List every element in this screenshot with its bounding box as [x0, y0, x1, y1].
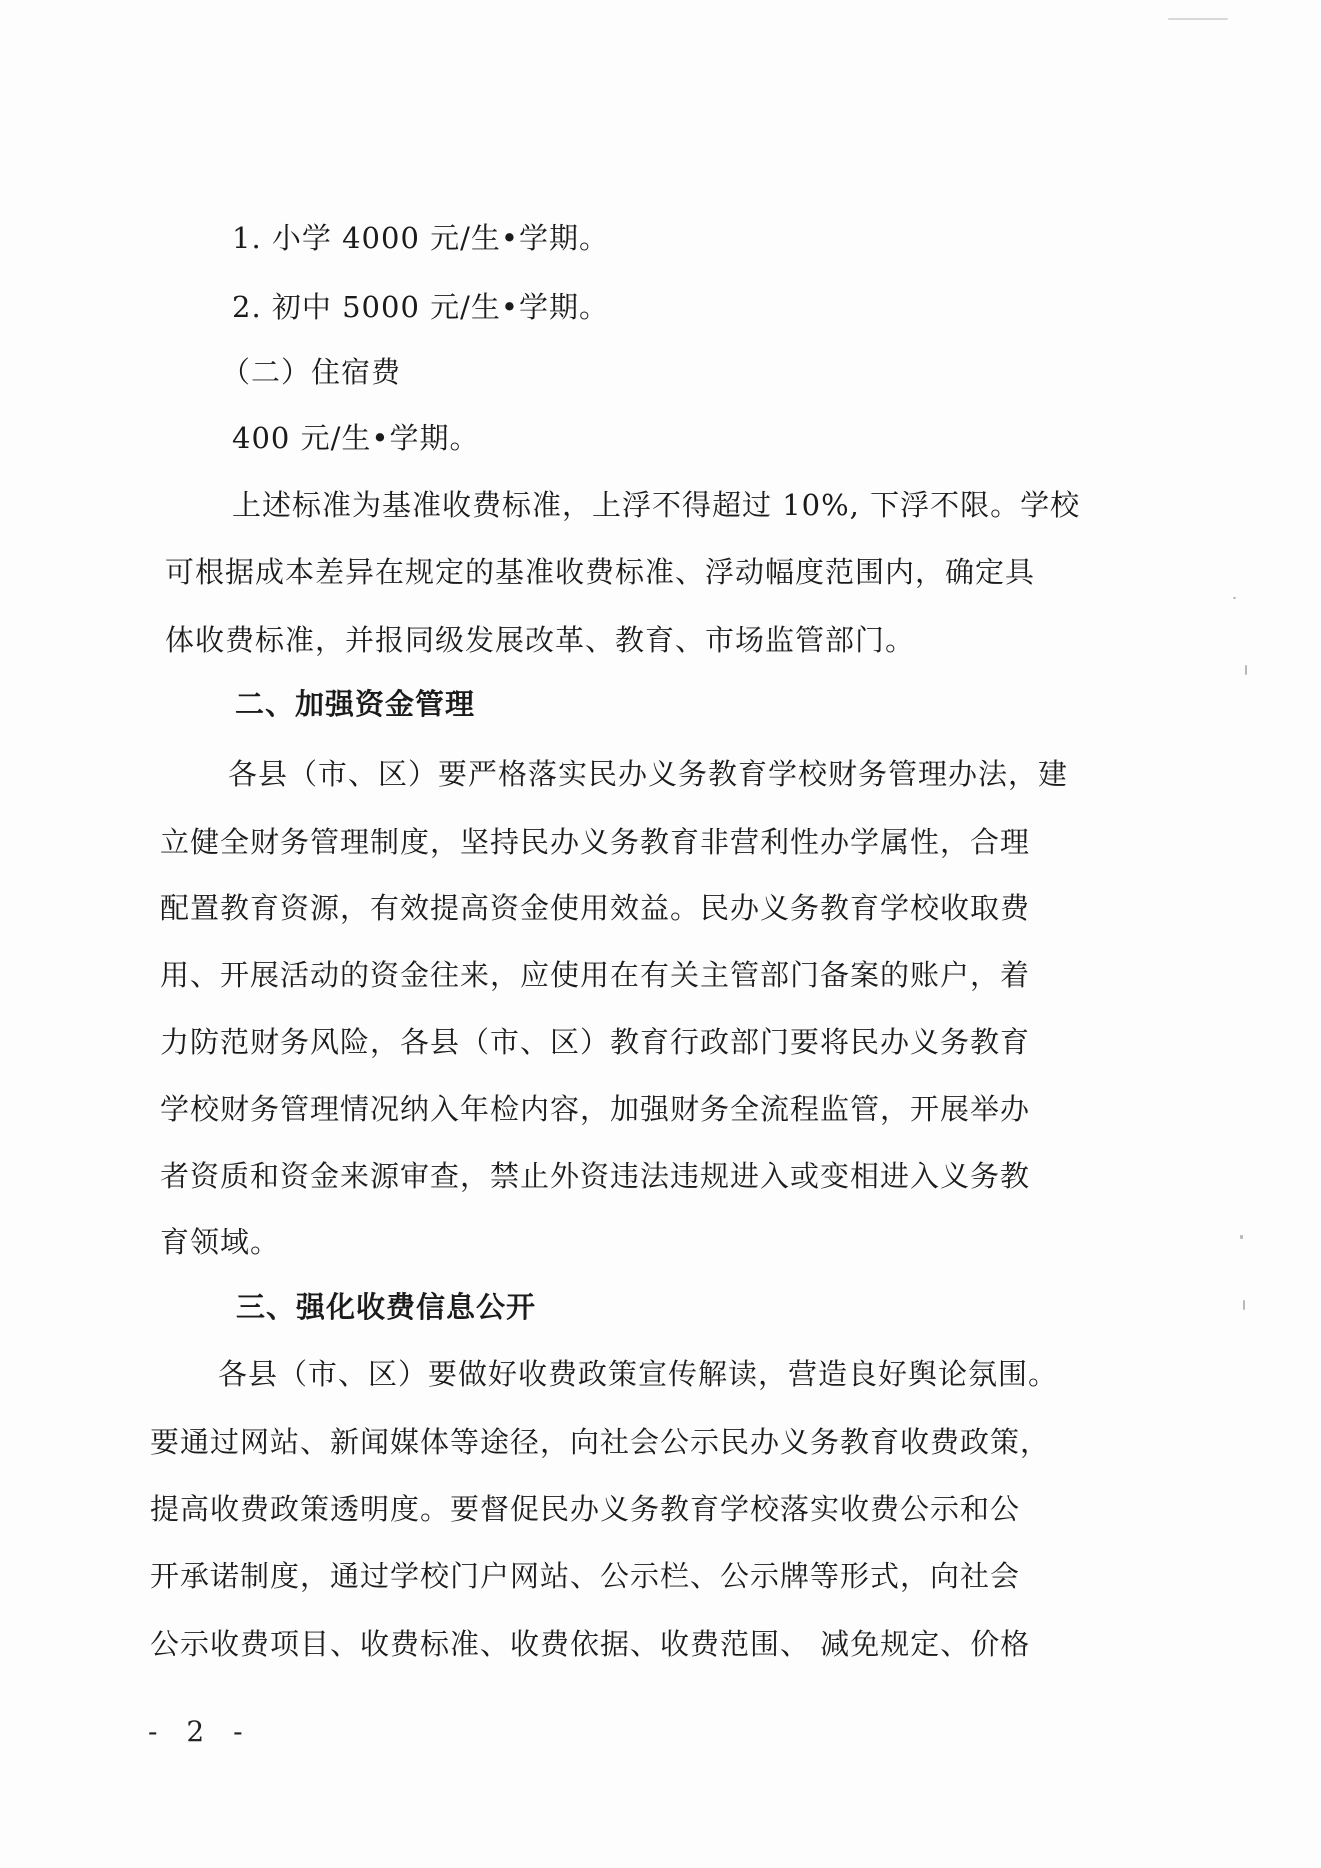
- paragraph-line: 400 元/生•学期。: [232, 421, 480, 455]
- paragraph-line: 者资质和资金来源审查，禁止外资违法违规进入或变相进入义务教: [160, 1159, 1031, 1193]
- paragraph-line: 配置教育资源，有效提高资金使用效益。民办义务教育学校收取费: [160, 891, 1031, 925]
- paragraph-line: 力防范财务风险，各县（市、区）教育行政部门要将民办义务教育: [160, 1025, 1031, 1059]
- paragraph-line: 体收费标准，并报同级发展改革、教育、市场监管部门。: [165, 623, 916, 657]
- paragraph-line: 立健全财务管理制度，坚持民办义务教育非营利性办学属性，合理: [160, 825, 1031, 859]
- scan-speck: [1233, 597, 1236, 599]
- scan-speck: [1243, 1300, 1245, 1310]
- paragraph-line: 育领域。: [160, 1225, 281, 1259]
- section-heading: 三、强化收费信息公开: [236, 1290, 537, 1324]
- paragraph-line: 上述标准为基准收费标准，上浮不得超过 10%, 下浮不限。学校: [232, 488, 1081, 522]
- paragraph-line: 1. 小学 4000 元/生•学期。: [232, 221, 610, 255]
- paragraph-line: 各县（市、区）要严格落实民办义务教育学校财务管理办法，建: [228, 757, 1069, 791]
- paragraph-line: 2. 初中 5000 元/生•学期。: [232, 290, 610, 324]
- paragraph-line: 开承诺制度，通过学校门户网站、公示栏、公示牌等形式，向社会: [150, 1559, 1021, 1593]
- paragraph-line: 要通过网站、新闻媒体等途径，向社会公示民办义务教育收费政策，: [150, 1425, 1051, 1459]
- scan-speck: [1240, 1235, 1243, 1239]
- paragraph-line: 提高收费政策透明度。要督促民办义务教育学校落实收费公示和公: [150, 1492, 1021, 1526]
- paragraph-line: 学校财务管理情况纳入年检内容，加强财务全流程监管，开展举办: [160, 1092, 1031, 1126]
- section-subheading: （二）住宿费: [221, 355, 402, 389]
- paragraph-line: 用、开展活动的资金往来，应使用在有关主管部门备案的账户，着: [160, 958, 1031, 992]
- paragraph-line: 公示收费项目、收费标准、收费依据、收费范围、 减免规定、价格: [150, 1627, 1031, 1661]
- paragraph-line: 各县（市、区）要做好收费政策宣传解读，营造良好舆论氛围。: [218, 1357, 1059, 1391]
- scan-speck: [1245, 665, 1247, 675]
- scan-speck: [1168, 18, 1228, 20]
- page-number: - 2 -: [148, 1715, 253, 1748]
- section-heading: 二、加强资金管理: [235, 687, 476, 721]
- paragraph-line: 可根据成本差异在规定的基准收费标准、浮动幅度范围内，确定具: [165, 555, 1036, 589]
